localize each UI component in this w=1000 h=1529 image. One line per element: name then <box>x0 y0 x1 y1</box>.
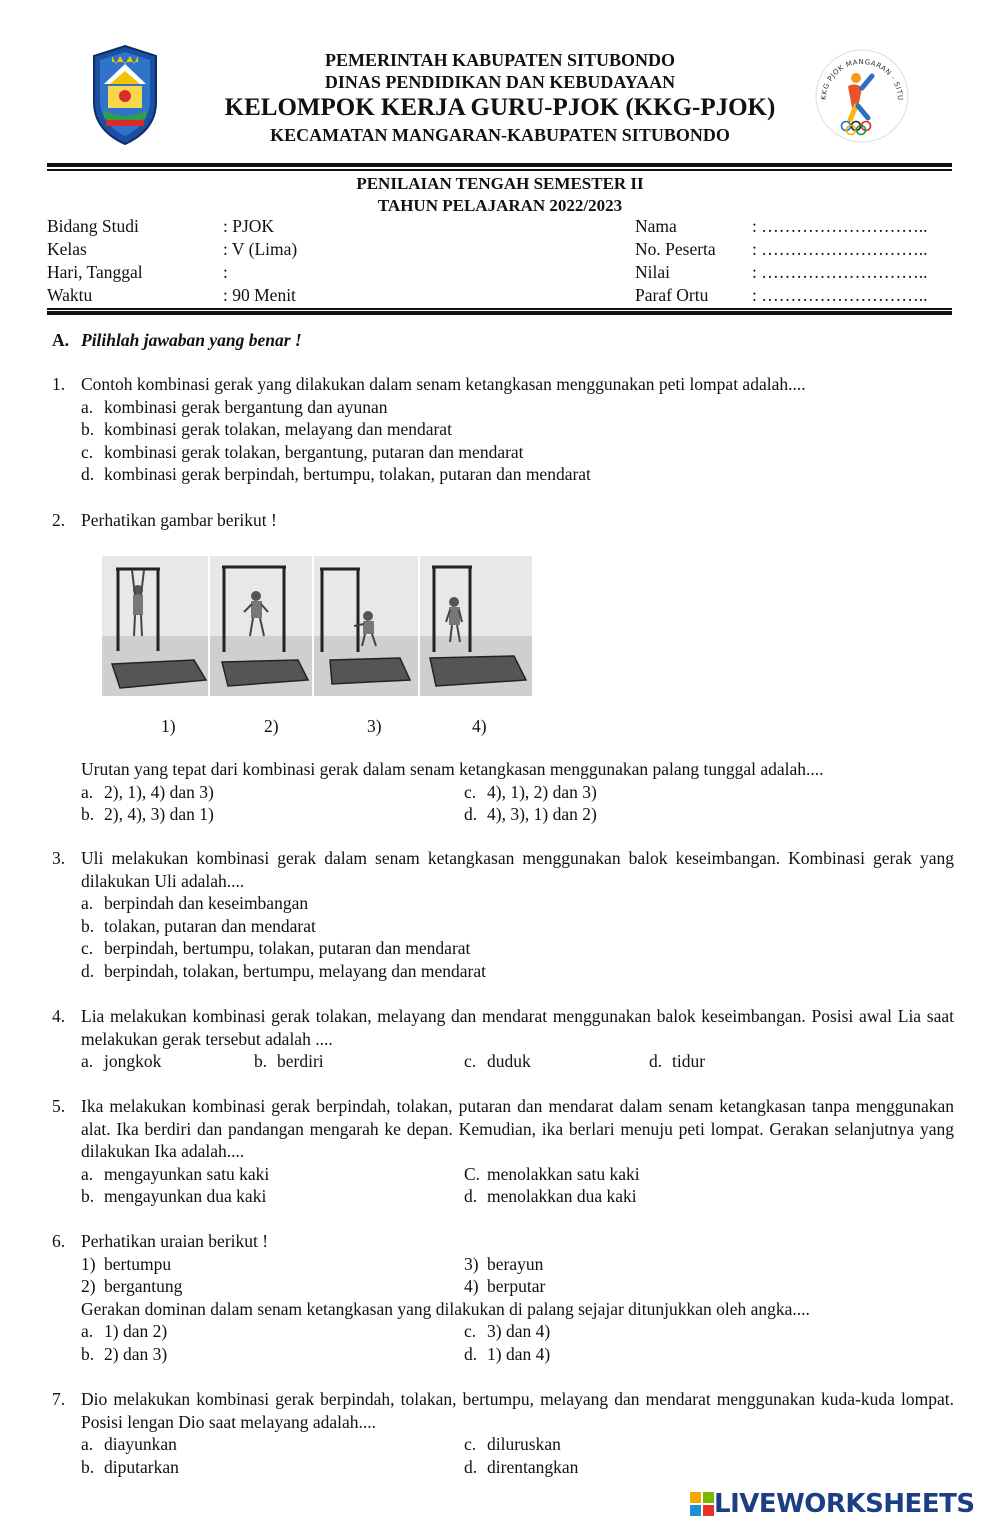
option-text[interactable]: diluruskan <box>487 1434 561 1454</box>
list-item-text: bergantung <box>104 1276 183 1296</box>
option-letter: a. <box>81 1434 94 1454</box>
option-text[interactable]: 2) dan 3) <box>104 1343 168 1364</box>
option-letter: c. <box>464 781 477 802</box>
kkg-pjok-logo <box>812 46 912 146</box>
option-text[interactable]: 2), 4), 3) dan 1) <box>104 804 214 824</box>
option-text[interactable]: tolakan, putaran dan mendarat <box>104 915 316 936</box>
option-text[interactable]: 1) dan 4) <box>487 1343 551 1364</box>
image-label-2: 2) <box>264 716 279 736</box>
section-letter: A. <box>52 330 70 350</box>
question-number: 7. <box>52 1389 66 1409</box>
option-letter: d. <box>649 1051 663 1071</box>
option-text[interactable]: mengayunkan dua kaki <box>104 1186 267 1206</box>
gymnastics-bar-photo <box>102 556 532 696</box>
option-letter: d. <box>81 960 95 981</box>
option-letter: c. <box>81 938 94 958</box>
option-letter: a. <box>81 1321 94 1341</box>
list-item-number: 2) <box>81 1276 96 1296</box>
option-text[interactable]: 2), 1), 4) dan 3) <box>104 781 214 802</box>
option-letter: a. <box>81 781 94 802</box>
info-value-subject: : PJOK <box>223 216 275 236</box>
option-text[interactable]: jongkok <box>104 1051 162 1071</box>
option-letter: d. <box>464 1343 478 1364</box>
option-text[interactable]: kombinasi gerak tolakan, melayang dan mendarat <box>104 419 452 439</box>
option-text[interactable]: berpindah, tolakan, bertumpu, melayang dan mendarat <box>104 960 486 981</box>
info-label-subject: Bidang Studi <box>47 216 139 236</box>
option-text[interactable]: kombinasi gerak bergantung dan ayunan <box>104 396 388 417</box>
list-item-text: berayun <box>487 1253 544 1274</box>
section-instruction: Pilihlah jawaban yang benar ! <box>81 330 302 350</box>
info-label-name: Nama <box>635 216 677 236</box>
question-text: Ika melakukan kombinasi gerak berpindah, tolakan, putaran dan mendarat dalam senam ketangkasan tanpa menggunakan alat. Ika berdiri dan pandangan mengarah ke depan. Kemudian, ika berlari menuju peti lompat. Gerakan selanjutnya yang dilakukan Ika adalah.... <box>81 1096 954 1161</box>
option-letter: a. <box>81 893 94 913</box>
question-text: Contoh kombinasi gerak yang dilakukan dalam senam ketangkasan menggunakan peti lompat adalah.... <box>81 374 806 394</box>
option-letter: d. <box>81 464 95 484</box>
question-text: Gerakan dominan dalam senam ketangkasan yang dilakukan di palang sejajar ditunjukkan oleh angka.... <box>81 1298 810 1319</box>
option-letter: a. <box>81 1051 94 1071</box>
option-text[interactable]: 4), 1), 2) dan 3) <box>487 781 597 802</box>
info-value-date: : <box>223 262 228 282</box>
question-text: Perhatikan gambar berikut ! <box>81 510 277 530</box>
option-letter: d. <box>464 1186 478 1206</box>
option-letter: b. <box>81 915 95 936</box>
list-item-number: 3) <box>464 1253 479 1274</box>
option-text[interactable]: berpindah dan keseimbangan <box>104 893 309 913</box>
header-line-district: KECAMATAN MANGARAN-KABUPATEN SITUBONDO <box>270 125 730 145</box>
option-letter: c. <box>464 1434 477 1454</box>
info-field-participant-no[interactable]: : ……………………….. <box>752 239 928 259</box>
photo-panel-2 <box>210 556 312 696</box>
header-divider-thick <box>47 163 952 167</box>
option-letter: d. <box>464 804 478 824</box>
option-letter: b. <box>81 419 95 439</box>
info-divider-thick <box>47 311 952 315</box>
header-line-department: DINAS PENDIDIKAN DAN KEBUDAYAAN <box>324 72 676 92</box>
info-value-time: : 90 Menit <box>223 285 296 305</box>
question-text: Uli melakukan kombinasi gerak dalam senam ketangkasan menggunakan balok keseimbangan. Kombinasi gerak yang dilakukan Uli adalah.... <box>81 848 954 891</box>
liveworksheets-logo-icon <box>690 1492 714 1516</box>
option-text[interactable]: 1) dan 2) <box>104 1321 168 1341</box>
photo-panel-4 <box>420 556 532 696</box>
option-text[interactable]: duduk <box>487 1051 531 1071</box>
header-line-kkg: KELOMPOK KERJA GURU-PJOK (KKG-PJOK) <box>224 94 776 121</box>
option-text[interactable]: diputarkan <box>104 1456 179 1477</box>
option-text[interactable]: direntangkan <box>487 1456 579 1477</box>
option-letter: c. <box>464 1051 477 1071</box>
option-text[interactable]: kombinasi gerak tolakan, bergantung, putaran dan mendarat <box>104 441 524 462</box>
list-item-text: berputar <box>487 1276 546 1296</box>
option-letter: c. <box>81 441 94 462</box>
info-label-parent-sign: Paraf Ortu <box>635 285 709 305</box>
option-letter: a. <box>81 1163 94 1184</box>
option-letter: d. <box>464 1456 478 1477</box>
logo-ring-text: KKG PJOK MANGARAN - SITU <box>819 57 905 102</box>
question-text: Perhatikan uraian berikut ! <box>81 1231 269 1251</box>
question-number: 6. <box>52 1231 66 1251</box>
info-divider-thin <box>47 308 952 310</box>
question-number: 3. <box>52 848 66 868</box>
info-value-class: : V (Lima) <box>223 239 298 259</box>
option-letter: b. <box>81 1186 95 1206</box>
question-number: 1. <box>52 374 66 394</box>
option-text[interactable]: berdiri <box>277 1051 324 1071</box>
info-field-parent-sign[interactable]: : ……………………….. <box>752 285 928 305</box>
option-letter: c. <box>464 1321 477 1341</box>
header-divider-thin <box>47 169 952 171</box>
option-text[interactable]: menolakkan dua kaki <box>487 1186 637 1206</box>
image-label-1: 1) <box>161 716 176 736</box>
exam-year: TAHUN PELAJARAN 2022/2023 <box>377 196 623 215</box>
photo-panel-1 <box>102 556 208 696</box>
option-text[interactable]: tidur <box>672 1051 706 1071</box>
header-line-government: PEMERINTAH KABUPATEN SITUBONDO <box>324 50 676 70</box>
liveworksheets-watermark[interactable]: LIVEWORKSHEETS <box>714 1489 975 1519</box>
option-letter: b. <box>81 1456 95 1477</box>
info-label-date: Hari, Tanggal <box>47 262 143 282</box>
info-label-time: Waktu <box>47 285 93 305</box>
info-label-participant-no: No. Peserta <box>635 239 716 259</box>
option-text[interactable]: diayunkan <box>104 1434 177 1454</box>
option-text[interactable]: berpindah, bertumpu, tolakan, putaran dan mendarat <box>104 938 471 958</box>
list-item-number: 4) <box>464 1276 479 1296</box>
question-number: 2. <box>52 510 66 530</box>
option-letter: b. <box>254 1051 268 1071</box>
option-text[interactable]: kombinasi gerak berpindah, bertumpu, tolakan, putaran dan mendarat <box>104 464 591 484</box>
info-field-score[interactable]: : ……………………….. <box>752 262 928 282</box>
photo-panel-3 <box>314 556 418 696</box>
option-text[interactable]: mengayunkan satu kaki <box>104 1163 270 1184</box>
list-item-text: bertumpu <box>104 1253 172 1274</box>
exam-title: PENILAIAN TENGAH SEMESTER II <box>356 174 644 193</box>
option-text[interactable]: menolakkan satu kaki <box>487 1163 640 1184</box>
info-label-score: Nilai <box>635 262 670 282</box>
question-number: 5. <box>52 1096 66 1116</box>
list-item-number: 1) <box>81 1253 96 1274</box>
option-text[interactable]: 3) dan 4) <box>487 1321 551 1341</box>
option-letter: b. <box>81 1343 95 1364</box>
question-text: Urutan yang tepat dari kombinasi gerak dalam senam ketangkasan menggunakan palang tunggal adalah.... <box>81 759 824 779</box>
question-text: Dio melakukan kombinasi gerak berpindah, tolakan, bertumpu, melayang dan mendarat menggunakan kuda-kuda lompat. Posisi lengan Dio saat melayang adalah.... <box>81 1389 954 1432</box>
image-label-3: 3) <box>367 716 382 736</box>
info-field-name[interactable]: : ……………………….. <box>752 216 928 236</box>
info-label-class: Kelas <box>47 239 87 259</box>
question-number: 4. <box>52 1006 66 1026</box>
question-text: Lia melakukan kombinasi gerak tolakan, melayang dan mendarat menggunakan balok keseimbangan. Posisi awal Lia saat melakukan gerak tersebut adalah .... <box>81 1006 954 1049</box>
option-letter: a. <box>81 396 94 417</box>
option-letter: b. <box>81 804 95 824</box>
image-label-4: 4) <box>472 716 487 736</box>
option-letter: C. <box>464 1163 481 1184</box>
option-text[interactable]: 4), 3), 1) dan 2) <box>487 804 597 824</box>
